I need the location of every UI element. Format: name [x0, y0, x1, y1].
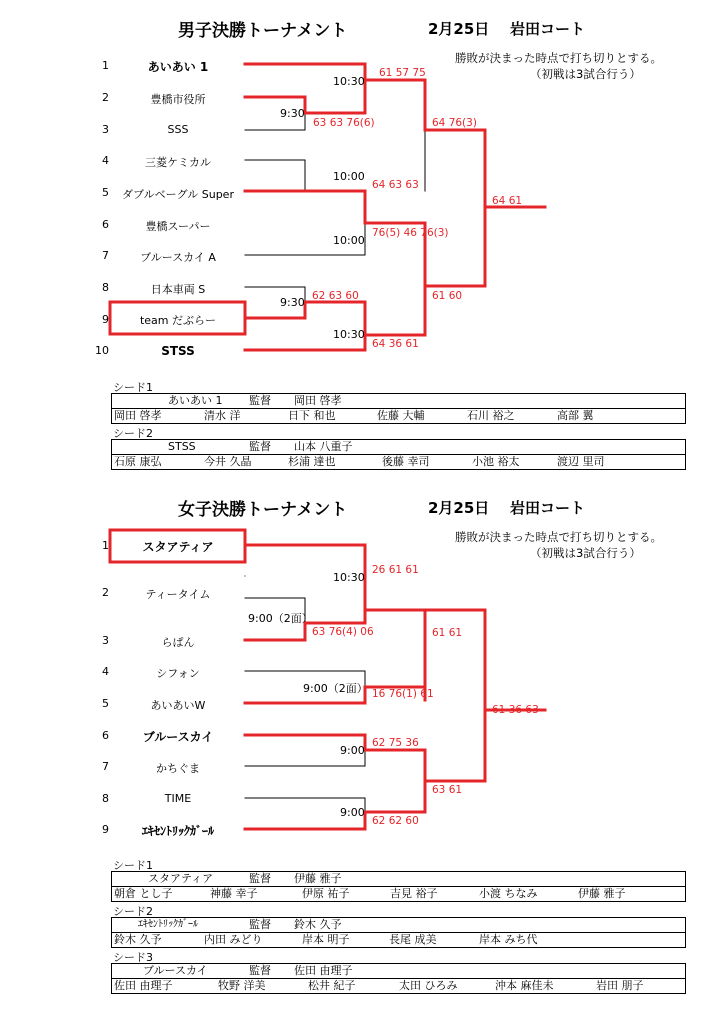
men-seed-number: 10 [95, 344, 109, 357]
match-score: 63 63 76(6) [313, 117, 375, 129]
player-name: 神藤 幸子 [210, 887, 258, 900]
manager-label: 監督 [249, 440, 271, 453]
player-name: 吉見 裕子 [390, 887, 438, 900]
match-score: 61 60 [432, 290, 463, 302]
men-note-2: （初戦は3試合行う） [530, 67, 641, 81]
women-team: ティータイム [145, 588, 211, 601]
women-note: 勝敗が決まった時点で打ち切りとする。 [455, 530, 662, 544]
men-venue: 岩田コート [510, 20, 586, 38]
match-time: 9:00（2面） [303, 682, 368, 695]
women-seed-number: 1 [102, 539, 109, 552]
men-seed-number: 8 [102, 281, 109, 294]
final-score: 61 36 63 [492, 704, 539, 716]
women-venue: 岩田コート [510, 499, 586, 517]
player-name: 今井 久晶 [204, 455, 252, 468]
men-team: ブルースカイ A [140, 251, 216, 264]
player-name: 太田 ひろみ [399, 979, 458, 992]
match-score: 26 61 61 [372, 564, 419, 576]
women-note-2: （初戦は3試合行う） [530, 546, 641, 560]
seed-label: シード2 [113, 905, 153, 918]
men-date: 2月25日 [428, 20, 490, 38]
manager-label: 監督 [249, 872, 271, 885]
men-note: 勝敗が決まった時点で打ち切りとする。 [455, 51, 662, 65]
seed-team: STSS [168, 440, 196, 453]
manager-name: 伊藤 雅子 [294, 872, 342, 885]
men-seed-number: 5 [102, 186, 109, 199]
match-time: 9:30 [280, 296, 305, 309]
match-score: 63 61 [432, 784, 463, 796]
manager-label: 監督 [249, 394, 271, 407]
player-name: 杉浦 達也 [288, 455, 336, 468]
match-score: 61 61 [432, 627, 463, 639]
men-team: 豊橋市役所 [150, 93, 206, 106]
player-name: 内田 みどり [204, 933, 263, 946]
match-score: 76(5) 46 76(3) [372, 227, 449, 239]
match-time: 9:00 [340, 744, 365, 757]
player-name: 佐田 由理子 [114, 979, 173, 992]
men-seed-number: 1 [102, 59, 109, 72]
match-time: 10:30 [333, 571, 365, 584]
men-team: あいあい 1 [147, 60, 209, 74]
men-seed-number: 2 [102, 91, 109, 104]
women-seed-number: 7 [102, 760, 109, 773]
women-team: シフォン [156, 667, 200, 680]
men-team: 豊橋スーパー [145, 220, 211, 233]
match-time: 10:00 [333, 234, 365, 247]
men-seed-number: 4 [102, 154, 109, 167]
manager-name: 岡田 啓孝 [294, 394, 342, 407]
player-name: 後藤 幸司 [382, 455, 430, 468]
player-name: 沖本 麻佳未 [495, 979, 554, 992]
match-time: 9:30 [280, 107, 305, 120]
player-name: 佐藤 大輔 [377, 409, 425, 422]
women-seed-number: 6 [102, 729, 109, 742]
player-name: 清水 洋 [204, 409, 241, 422]
seed-team: ブルースカイ [143, 964, 208, 977]
player-name: 小池 裕太 [472, 455, 520, 468]
women-seed-number: 8 [102, 792, 109, 805]
women-seed-number: 2 [102, 586, 109, 599]
men-seed-number: 7 [102, 249, 109, 262]
men-seed-number: 9 [102, 313, 109, 326]
player-name: 石原 康弘 [114, 455, 162, 468]
seed-roster [111, 871, 686, 902]
women-seed-number: 9 [102, 823, 109, 836]
match-score: 62 63 60 [312, 290, 359, 302]
player-name: 渡辺 里司 [557, 455, 605, 468]
women-team: らぱん [161, 636, 195, 649]
men-seed-number: 3 [102, 123, 109, 136]
match-score: 16 76(1) 61 [372, 688, 434, 700]
seed-team: ｴｷｾﾝﾄﾘｯｸｶﾞｰﾙ [138, 919, 198, 930]
player-name: 牧野 洋美 [218, 979, 266, 992]
match-score: 64 76(3) [432, 117, 477, 129]
player-name: 石川 裕之 [467, 409, 515, 422]
seed-roster [111, 393, 686, 424]
seed-roster [111, 963, 686, 994]
men-team: STSS [161, 344, 195, 358]
women-seed-number: 3 [102, 634, 109, 647]
player-name: 伊原 祐子 [302, 887, 350, 900]
women-team: あいあいW [150, 699, 206, 712]
women-title: 女子決勝トーナメント [178, 500, 348, 520]
men-team: ダブルベーグル Super [122, 188, 234, 201]
player-name: 長尾 成美 [389, 933, 437, 946]
player-name: 小渡 ちなみ [479, 887, 538, 900]
player-name: 日下 和也 [288, 409, 336, 422]
player-name: 高部 翼 [557, 409, 594, 422]
women-date: 2月25日 [428, 499, 490, 517]
player-name: 岩田 朋子 [596, 979, 644, 992]
men-title: 男子決勝トーナメント [178, 21, 348, 41]
manager-name: 鈴木 久予 [294, 918, 342, 931]
men-team: team だぶらー [139, 314, 217, 327]
player-name: 岡田 啓孝 [114, 409, 162, 422]
manager-label: 監督 [249, 964, 271, 977]
match-time: 10:00 [333, 170, 365, 183]
match-time: 9:00（2面） [248, 612, 313, 625]
player-name: 岸本 みち代 [479, 933, 538, 946]
women-team: ｴｷｾﾝﾄﾘｯｸｶﾞｰﾙ [141, 824, 214, 838]
women-seed-number: 4 [102, 665, 109, 678]
match-time: 10:30 [333, 328, 365, 341]
match-time: 9:00 [340, 806, 365, 819]
women-seed-number: 5 [102, 697, 109, 710]
player-name: 朝倉 とし子 [114, 887, 173, 900]
manager-label: 監督 [249, 918, 271, 931]
manager-name: 山本 八重子 [294, 440, 353, 453]
match-score: 64 36 61 [372, 338, 419, 350]
seed-label: シード1 [113, 859, 153, 872]
player-name: 伊藤 雅子 [578, 887, 626, 900]
player-name: 鈴木 久予 [114, 933, 162, 946]
seed-label: シード1 [113, 381, 153, 394]
seed-roster [111, 439, 686, 470]
men-team: 日本車両 S [150, 283, 206, 296]
player-name: 岸本 明子 [302, 933, 350, 946]
match-time: 10:30 [333, 75, 365, 88]
match-score: 62 75 36 [372, 737, 419, 749]
manager-name: 佐田 由理子 [294, 964, 353, 977]
seed-roster [111, 917, 686, 948]
match-score: 62 62 60 [372, 815, 419, 827]
match-score: 63 76(4) 06 [312, 626, 374, 638]
men-team: 三菱ケミカル [145, 156, 211, 169]
match-score: 64 63 63 [372, 179, 419, 191]
player-name: 松井 紀子 [308, 979, 356, 992]
men-seed-number: 6 [102, 218, 109, 231]
women-team: ブルースカイ [142, 730, 214, 744]
seed-team: スタアティア [148, 872, 214, 885]
match-score: 61 57 75 [379, 67, 426, 79]
seed-label: シード2 [113, 427, 153, 440]
women-team: TIME [164, 792, 192, 805]
men-team: SSS [167, 123, 189, 136]
women-team: かちぐま [156, 762, 200, 775]
final-score: 64 61 [492, 195, 523, 207]
seed-label: シード3 [113, 951, 153, 964]
women-team: スタアティア [142, 540, 214, 554]
seed-team: あいあい 1 [168, 394, 223, 407]
